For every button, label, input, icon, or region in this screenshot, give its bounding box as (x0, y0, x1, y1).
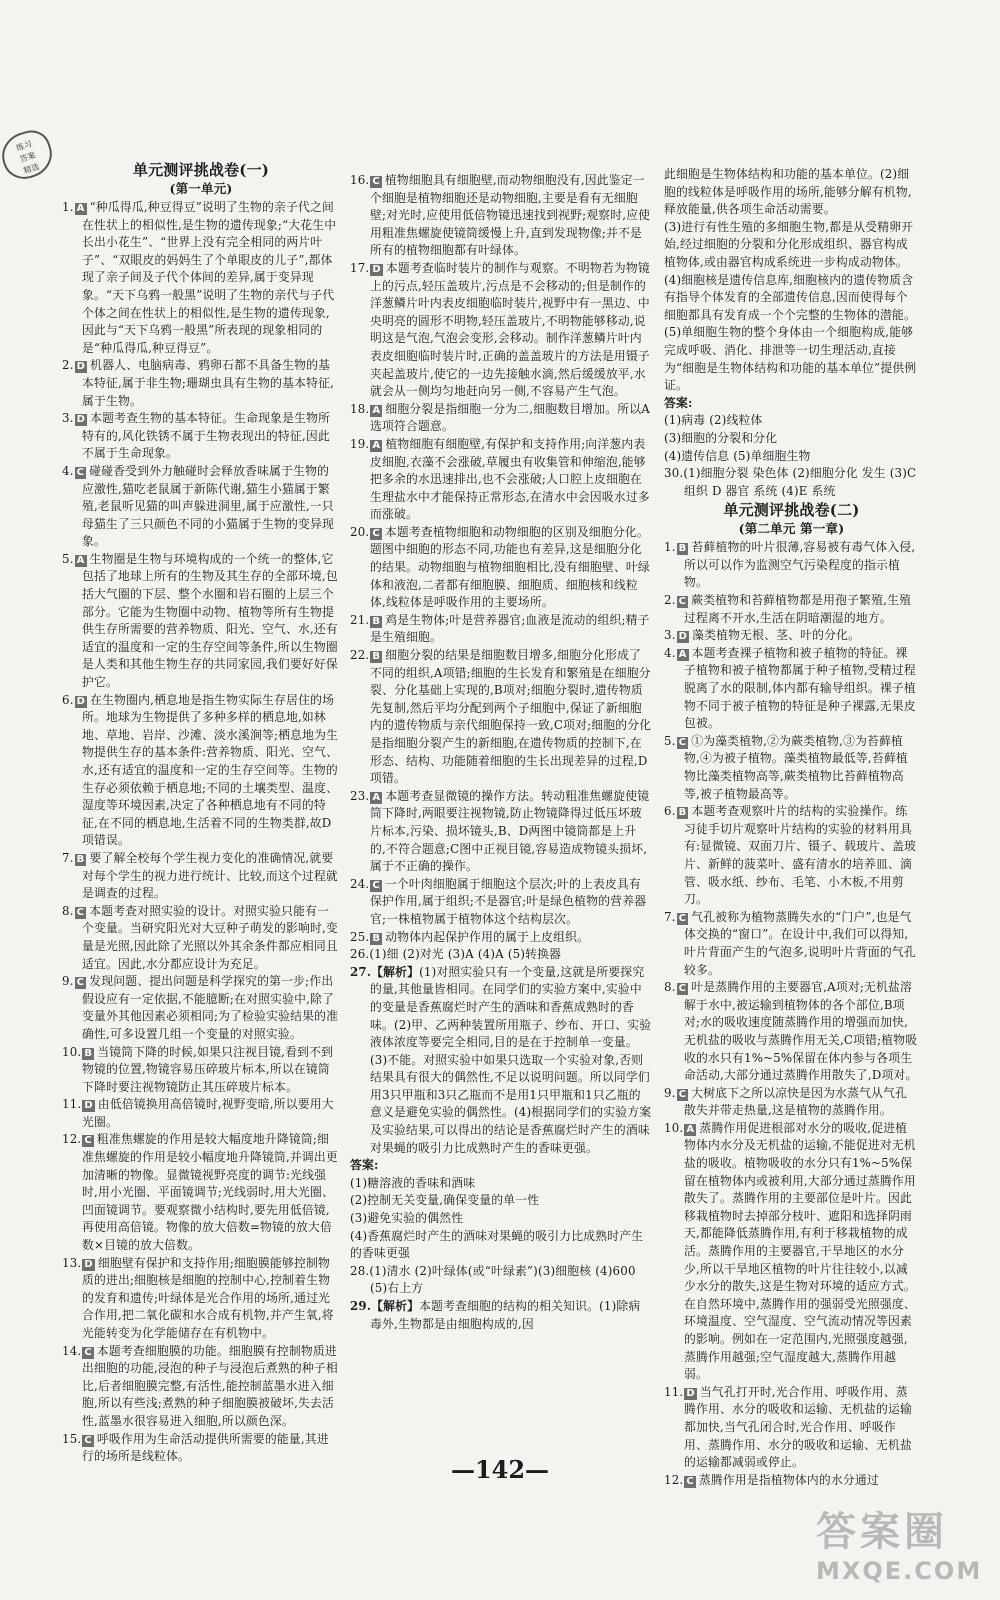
item-number: 24. (350, 876, 370, 891)
text-line: 此细胞是生物体结构和功能的基本单位。(2)细胞的线粒体是呼吸作用的场所,能够分解有机物,释放能量,供各项生命活动需要。 (664, 167, 912, 217)
answer-letter-badge: D (76, 414, 86, 426)
answer-letter-badge: C (678, 1088, 687, 1100)
answer-item (350, 929, 652, 947)
item-explanation: 本题考查对照实验的设计。对照实验只能有一个变量。当研究阳光对大豆种子萌发的影响时,变量是光照,因此除了光照以外其余条件都应相同且适宜。因此,水分都应设计为充足。 (82, 903, 338, 971)
answer-letter-badge: A (372, 404, 381, 416)
section-title: 单元测评挑战卷(二) (723, 501, 860, 520)
text-line: (3)进行有性生殖的多细胞生物,都是从受精卵开始,经过细胞的分裂和分化形成组织、器官构成植物体,或由器官构成系统进一步构成动物体。 (664, 219, 914, 269)
answer-letter-badge: D (372, 263, 381, 275)
analysis-tag: 29.【解析】 (350, 1299, 420, 1313)
answer-letter-badge: A (76, 554, 85, 566)
answer-letter-badge: B (84, 1047, 93, 1059)
answer-item (664, 1085, 919, 1120)
answer-item (62, 1255, 340, 1343)
answer-item (62, 973, 340, 1043)
item-explanation: 本题考查临时装片的制作与观察。不明物若为物镜上的污点,轻压盖玻片,污点是不会移动的;但是制作的洋葱鳞片叶内表皮细胞临时装片,视野中有一黑边、中央明亮的圆形不明物,轻压盖玻片,不明物能够移动,说明这是气泡,气泡会变形,会移动。制作洋葱鳞片叶内表皮细胞临时装片时,正确的盖盖玻片的方法是用镊子夹起盖玻片,使它的一边先接触水滴,然后缓缓放平,水就会从一侧均匀地赶向另一侧,不容易产生气泡。 (370, 260, 650, 399)
continued-text (664, 166, 919, 395)
answer-list (664, 539, 919, 1489)
item-explanation: 细胞分裂的结果是细胞数目增多,细胞分化形成了不同的组织,A项错;细胞的生长发育和繁殖是在细胞分裂、分化基础上实现的,B项对;细胞分裂时,遗传物质先复制,然后平均分配到两个子细胞中,保证了新细胞内的遗传物质与亲代细胞保持一致,C项对;细胞的分化是指细胞分裂产生的新细胞,在遗传物质的控制下,在形态、结构、功能随着细胞的生长出现差异的过程,D项错。 (370, 648, 652, 786)
item-number: 12. (62, 1132, 82, 1147)
answer-item (62, 1096, 340, 1131)
item-explanation: 碰碰香受到外力触碰时会释放香味属于生物的应激性,猫吃老鼠属于新陈代谢,猫生小猫属于繁殖,老鼠听见猫的叫声躲进洞里,属于应激性,一只母猫生了三只颜色不同的小猫属于生物的变异现象。 (82, 463, 334, 549)
item-number: 21. (350, 612, 370, 627)
answer-list (62, 199, 340, 1466)
item-number: 3. (664, 628, 676, 643)
answer-item (62, 463, 340, 551)
text-line: (1)病毒 (2)线粒体 (664, 413, 763, 428)
item-number: 7. (664, 909, 676, 924)
item-number: 6. (62, 692, 74, 707)
answer-item (62, 357, 340, 410)
answer-list (350, 172, 652, 946)
answer-item (350, 524, 652, 612)
item-explanation: 本题考查植物细胞和动物细胞的区别及细胞分化。题图中细胞的形态不同,功能也有差异,这是细胞分化的结果。动物细胞与植物细胞相比,没有细胞壁、叶绿体和液泡,二者都有细胞膜、细胞质、细胞核和线粒体,线粒体是呼吸作用的主要场所。 (370, 524, 650, 610)
item-number: 5. (664, 733, 676, 748)
section-title: 单元测评挑战卷(一) (132, 161, 270, 179)
answer-block (664, 395, 919, 413)
answer-letter-badge: C (678, 983, 687, 995)
answer-item-26: 26.(1)细 (2)对光 (3)A (4)A (5)转换器 (350, 947, 562, 962)
item-explanation: 细胞分裂是指细胞一分为二,细胞数目增加。所以A选项符合题意。 (370, 401, 650, 434)
text-line: (5)单细胞生物的整个身体由一个细胞构成,能够完成呼吸、消化、排泄等一切生理活动,直接为“细胞是生物体结构和功能的基本单位”提供例证。 (664, 325, 917, 393)
item-explanation: 叶是蒸腾作用的主要器官,A项对;无机盐溶解于水中,被运输到植物体的各个部位,B项对;水的吸收速度随蒸腾作用的增强而加快,无机盐的吸收与蒸腾作用无关,C项错;植物吸收的水只有1%~5%保留在体内参与各项生命活动,大部分通过蒸腾作用散失了,D项对。 (684, 980, 918, 1083)
answer-letter-badge: C (76, 906, 85, 918)
answer-item (350, 876, 652, 929)
item-explanation: 植物细胞具有细胞壁,而动物细胞没有,因此鉴定一个细胞是植物细胞还是动物细胞,主要是看有无细胞壁;对光时,应使用低倍物镜迅速找到视野;观察时,应使用粗准焦螺旋使镜筒缓慢上升,直到发现物像;并不是所有的植物细胞都有叶绿体。 (370, 173, 651, 258)
item-number: 13. (62, 1255, 82, 1270)
item-number: 19. (350, 436, 370, 451)
item-explanation: 本题考查细胞膜的功能。细胞膜有控制物质进出细胞的功能,浸泡的种子与浸泡后煮熟的种子相比,后者细胞膜完整,有活性,能控制蓝墨水进入细胞,所以有些浅;煮熟的种子细胞膜被破坏,失去活性,蓝墨水很容易进入细胞,所以颜色深。 (82, 1343, 338, 1428)
item-number: 9. (664, 1085, 676, 1100)
text-line: (4)遗传信息 (5)单细胞生物 (664, 448, 811, 463)
item-number: 23. (350, 788, 370, 803)
item-explanation: 苔藓植物的叶片很薄,容易被有毒气体入侵,所以可以作为监测空气污染程度的指示植物。 (684, 540, 916, 590)
item-number: 18. (350, 401, 370, 416)
answer-letter-badge: A (678, 648, 687, 660)
answer-letter-badge: D (686, 1387, 695, 1399)
analysis-tag: 27.【解析】 (350, 964, 420, 979)
item-explanation: 蒸腾作用是指植物体内的水分通过 (698, 1472, 879, 1487)
item-number: 7. (62, 850, 74, 865)
watermark-logo (816, 1500, 986, 1595)
item-explanation: 大树底下之所以凉快是因为水蒸气从气孔散失并带走热量,这是植物的蒸腾作用。 (684, 1085, 908, 1118)
item-number: 5. (62, 551, 74, 566)
item-explanation: 藻类植物无根、茎、叶的分化。 (692, 628, 861, 643)
item-explanation: 细胞壁有保护和支持作用;细胞膜能够控制物质的进出;细胞核是细胞的控制中心,控制着生物的发育和遗传;叶绿体是光合作用的场所,通过光合作用,把二氧化碳和水合成有机物,并产生氧,将光能转变为化学能储存在有机物中。 (82, 1255, 334, 1340)
item-explanation: 鸡是生物体;叶是营养器官;血液是流动的组织;精子是生殖细胞。 (370, 612, 650, 645)
item-explanation: 本题考查生物的基本特征。生命现象是生物所特有的,风化铁锈不属于生物表现出的特征,因此不属于生命现象。 (82, 411, 331, 461)
item-explanation: 一个叶肉细胞属于细胞这个层次;叶的上表皮具有保护作用,属于组织;不是器官;叶是绿色植物的营养器官;一株植物属于植物体这个结构层次。 (370, 876, 647, 926)
item-number: 6. (664, 804, 676, 819)
item-number: 1. (664, 540, 676, 555)
item-explanation: 动物体内起保护作用的属于上皮组织。 (385, 929, 590, 944)
item-number: 15. (62, 1431, 82, 1446)
answer-item (664, 733, 919, 803)
answer-item-29 (350, 1298, 652, 1333)
item-number: 8. (62, 903, 74, 918)
item-explanation: 要了解全校每个学生视力变化的准确情况,就要对每个学生的视力进行统计、比较,而这个过程就是调查的过程。 (82, 850, 338, 901)
answer-item-30: 30.(1)细胞分裂 染色体 (2)细胞分化 发生 (3)C 组织 D 器官 系统 (4)E 系统 (664, 466, 917, 498)
item-number: 2. (62, 358, 74, 373)
text-line: (3)避免实验的偶然性 (350, 1211, 464, 1226)
item-explanation: 本题考查裸子植物和被子植物的特征。裸子植物和被子植物都属于种子植物,受精过程脱离了水的限制,体内都有输导组织。裸子植物不同于被子植物的特征是种子裸露,无果皮包被。 (684, 645, 916, 731)
corner-stamp: 练习 答案 精选 (0, 125, 58, 184)
item-explanation: 本题考查观察叶片的结构的实验操作。练习徒手切片观察叶片结构的实验的材料用具有:显微镜、双面刀片、镊子、载玻片、盖玻片、新鲜的菠菜叶、盛有清水的培养皿、滴管、吸水纸、纱布、毛笔、小木板,不用剪刀。 (684, 804, 917, 907)
item-number: 3. (62, 411, 74, 426)
answer-item (62, 692, 340, 850)
item-explanation: 当镜筒下降的时候,如果只注视目镜,看到不到物镜的位置,物镜容易压碎玻片标本,所以在镜筒下降时要注视物镜防止其压碎玻片标本。 (82, 1044, 334, 1094)
answer-item (62, 850, 340, 903)
text-line: (1)糖溶液的香味和酒味 (350, 1175, 476, 1190)
answer-letter-badge: A (372, 791, 381, 803)
answer-item (62, 1044, 340, 1097)
answer-letter-badge: A (76, 203, 85, 214)
answer-block (350, 1157, 652, 1175)
item-explanation: 机器人、电脑病毒、鸦卵石都不具备生物的基本特征,属于非生物;珊瑚虫具有生物的基本特征,属于生物。 (82, 358, 335, 408)
item-number: 12. (664, 1472, 684, 1487)
answer-item (350, 401, 652, 436)
answer-letter-badge: C (372, 176, 380, 187)
analysis-text: (1)对照实验只有一个变量,这就是所要探究的量,其他量皆相同。在同学们的实验方案中,实验中的变量是香蕉腐烂时产生的酒味和香蕉成熟时的香味。(2)甲、乙两种装置所用瓶子、纱布、开口、实验液体浓度等要完全相同,目的是在于控制单一变量。(3)不能。对照实验中如果只选取一个实验对象,否则结果具有很大的偶然性,不足以说明问题。所以同学们用3只甲瓶和3只乙瓶而不是用1只甲瓶和1只乙瓶的意义是避免实验的偶然性。(4)根据同学们的实验方案及实验结果,可以得出的结论是香蕉腐烂时产生的酒味对果蝇的吸引力比成熟时产生的香味更强。 (370, 964, 652, 1155)
answer-item (62, 199, 340, 357)
text-line: (4)细胞核是遗传信息库,细胞核内的遗传物质含有指导个体发育的全部遗传信息,因而使得每个细胞都具有发育成一个个完整的生物体的潜能。 (664, 272, 916, 322)
answer-item (62, 903, 340, 973)
answer-letter-badge: C (678, 912, 687, 924)
answer-letter-badge: B (372, 932, 381, 944)
item-number: 11. (664, 1384, 684, 1399)
answer-letter-badge: C (76, 466, 85, 478)
answer-letter-badge: C (686, 1475, 694, 1487)
answer-letter-badge: C (372, 527, 380, 539)
item-number: 17. (350, 260, 370, 275)
answer-tag: 答案: (350, 1158, 379, 1173)
item-number: 4. (664, 645, 676, 660)
analysis-text: 本题考查细胞的结构的相关知识。(1)除病毒外,生物都是由细胞构成的,因 (370, 1299, 641, 1331)
answer-item (62, 1343, 340, 1431)
watermark-url: MXQE.COM (816, 1557, 983, 1585)
item-explanation: 在生物圈内,栖息地是指生物实际生存居住的场所。地球为生物提供了多种多样的栖息地,如林地、草地、岩岸、沙滩、淡水溪涧等;栖息地为生物提供生存的基本条件:营养物质、阳光、空气、水,还有适宜的温度和一定的生存空间等。生物的生存必须依赖于栖息地;不同的土壤类型、温度、湿度等环境因素,决定了各种栖息地有不同的特征,在不同的栖息地,生活着不同的生物类群,故D项错误。 (82, 692, 339, 848)
answer-letter-badge: D (76, 361, 86, 373)
answer-item (664, 1120, 919, 1384)
answer-item (664, 803, 919, 909)
item-explanation: 蒸腾作用促进根部对水分的吸收,促进植物体内水分及无机盐的运输,不能促进对无机盐的吸收。植物吸收的水分只有1%~5%保留在植物体内或被利用,大部分通过蒸腾作用散失了。蒸腾作用的主要部位是叶片。因此移栽植物时去掉部分枝叶、遮阳和选择阴雨天,都能降低蒸腾作用,有利于移栽植物的成活。蒸腾作用的主要器官,干旱地区的水分少,所以干旱地区植物的叶片往往较小,以减少水分的散失,这是生物对环境的适应方式。在自然环境中,蒸腾作用的强弱受光照强度、环境温度、空气湿度、空气流动情况等因素的影响。例如在一定范围内,光照强度越强,蒸腾作用越强;空气湿度越大,蒸腾作用越弱。 (684, 1120, 916, 1382)
item-number: 2. (664, 593, 676, 608)
item-explanation: 呼吸作用为生命活动提供所需要的能量,其进行的场所是线粒体。 (82, 1431, 329, 1464)
item-explanation: 由低倍镜换用高倍镜时,视野变暗,所以要用大光圈。 (82, 1097, 334, 1129)
item-number: 22. (350, 648, 370, 663)
answer-item (62, 410, 340, 463)
answer-item (664, 627, 919, 645)
answer-letter-badge: D (84, 1100, 93, 1112)
answer-letter-badge: A (372, 439, 381, 451)
text-line: (4)香蕉腐烂时产生的酒味对果蝇的吸引力比成熟时产生的香味更强 (350, 1228, 644, 1261)
item-number: 14. (62, 1343, 82, 1358)
answer-item (664, 909, 919, 979)
item-explanation: 气孔被称为植物蒸腾失水的“门户”,也是气体交换的“窗口”。在设计中,我们可以得知,叶片背面产生的气泡多,说明叶片背面的气孔较多。 (684, 909, 916, 977)
answer-lines (664, 412, 919, 465)
item-number: 10. (62, 1044, 82, 1059)
answer-letter-badge: C (84, 1346, 92, 1358)
item-explanation: 发现问题、提出问题是科学探究的第一步;作出假设应有一定依据,不能臆断;在对照实验中,除了变量外其他因素必须相同;为了检验实验结果的准确性,可多设置几组一个变量的对照实验。 (82, 974, 339, 1041)
item-number: 16. (350, 173, 370, 187)
answer-item (62, 551, 340, 692)
item-explanation: “种瓜得瓜,种豆得豆”说明了生物的亲子代之间在性状上的相似性,是生物的遗传现象;“大花生中长出小花生”、“世界上没有完全相同的两片叶子”、“双眼皮的妈妈生了个单眼皮的儿子”,都体现了亲子间及子代个体间的差异,属于变异现象。“天下乌鸦一般黑”说明了生物的亲代与子代个体之间在性状上的相似性,是生物的遗传现象,因此与“天下乌鸦一般黑”所表现的现象相同的是“种瓜得瓜,种豆得豆”。 (82, 200, 337, 355)
answer-letter-badge: B (678, 543, 687, 555)
text-line: (3)细胞的分裂和分化 (664, 430, 778, 445)
answer-item (62, 1131, 340, 1254)
answer-item (664, 645, 919, 733)
answer-letter-badge: A (686, 1123, 695, 1135)
text-line: (2)控制无关变量,确保变量的单一性 (350, 1193, 540, 1208)
answer-letter-badge: D (84, 1258, 93, 1270)
item-explanation: 当气孔打开时,光合作用、呼吸作用、蒸腾作用、水分的吸收和运输、无机盐的运输都加快,当气孔闭合时,光合作用、呼吸作用、蒸腾作用、水分的吸收和运输、无机盐的运输都减弱或停止。 (684, 1384, 912, 1470)
page-number: —142— (450, 1455, 550, 1484)
item-explanation: 植物细胞有细胞壁,有保护和支持作用;向洋葱内表皮细胞,衣藻不会涨破,草履虫有收集管和伸缩泡,能够把多余的水迅速排出,也不会涨破;人口腔上皮细胞在生理盐水中才能保持正常形态,在清水中会因吸水过多而涨破。 (370, 436, 650, 522)
item-explanation: 本题考查显微镜的操作方法。转动粗准焦螺旋使镜筒下降时,两眼要注视物镜,防止物镜降得过低压坏玻片标本,污染、损坏镜头,B、D两图中镜筒都是上升的,不符合题意;C图中正视目镜,容易造成物镜头损坏,属于不正确的操作。 (370, 788, 650, 874)
answer-letter-badge: C (84, 1434, 92, 1446)
column-1 (62, 160, 340, 1464)
answer-letter-badge: C (678, 736, 687, 748)
answer-item (664, 979, 919, 1085)
answer-letter-badge: D (76, 695, 86, 707)
item-explanation: ①为藻类植物,②为蕨类植物,③为苔藓植物,④为被子植物。藻类植物最低等,苔藓植物比藻类植物高等,蕨类植物比苔藓植物高等,被子植物最高等。 (684, 733, 908, 801)
answer-item (350, 172, 652, 260)
answer-lines (350, 1175, 652, 1263)
answer-letter-badge: B (372, 651, 381, 663)
column-3 (664, 166, 919, 1487)
item-explanation: 蕨类植物和苔藓植物都是用孢子繁殖,生殖过程离不开水,生活在阴暗潮湿的地方。 (684, 593, 912, 625)
watermark-text: 答案圈 (816, 1509, 948, 1555)
answer-item (350, 260, 652, 401)
column-2 (350, 172, 652, 1458)
section-subtitle: (第一单元) (169, 181, 233, 196)
item-explanation: 粗准焦螺旋的作用是较大幅度地升降镜筒;细准焦螺旋的作用是较小幅度地升降镜筒,并调出更加清晰的物像。显微镜视野亮度的调节:光线强时,用小光圈、平面镜调节;光线弱时,用大光圈、凹面镜调节。要观察微小结构时,要先用低倍镜,再使用高倍镜。物像的放大倍数=物镜的放大倍数×目镜的放大倍数。 (82, 1132, 338, 1253)
answer-item (350, 647, 652, 788)
item-number: 4. (62, 463, 74, 478)
section-subtitle: (第二单元 第一章) (738, 521, 845, 537)
answer-item-28: 28.(1)清水 (2)叶绿体(或“叶绿素”)(3)细胞核 (4)600 (5)右上方 (350, 1263, 636, 1296)
answer-tag: 答案: (664, 395, 693, 410)
answer-letter-badge: C (678, 596, 687, 608)
answer-letter-badge: D (678, 631, 688, 643)
item-explanation: 生物圈是生物与环境构成的一个统一的整体,它包括了地球上所有的生物及其生存的全部环境,包括大气圈的下层、整个水圈和岩石圈的上层三个部分。它能为生物圈中动物、植物等所有生物提供生存所需要的营养物质、阳光、空气、水,还有适宜的温度和一定的生存空间等条件,所以生物圈是人类和其他生物生存的共同家园,我们要好好保护它。 (82, 551, 338, 690)
answer-item (664, 539, 919, 592)
item-number: 10. (664, 1120, 684, 1135)
item-number: 8. (664, 980, 676, 995)
answer-item (350, 612, 652, 647)
answer-letter-badge: C (76, 977, 85, 989)
answer-letter-badge: C (372, 879, 380, 891)
item-number: 9. (62, 974, 74, 989)
answer-item (350, 436, 652, 524)
answer-item (664, 592, 919, 627)
answer-letter-badge: B (76, 853, 85, 865)
item-number: 11. (62, 1097, 82, 1112)
answer-letter-badge: B (678, 807, 687, 819)
answer-letter-badge: C (84, 1135, 92, 1147)
answer-letter-badge: B (372, 615, 381, 627)
item-number: 25. (350, 929, 370, 944)
item-number: 20. (350, 524, 370, 539)
answer-item-27 (350, 964, 652, 1158)
item-number: 1. (62, 200, 74, 214)
answer-item (350, 788, 652, 876)
